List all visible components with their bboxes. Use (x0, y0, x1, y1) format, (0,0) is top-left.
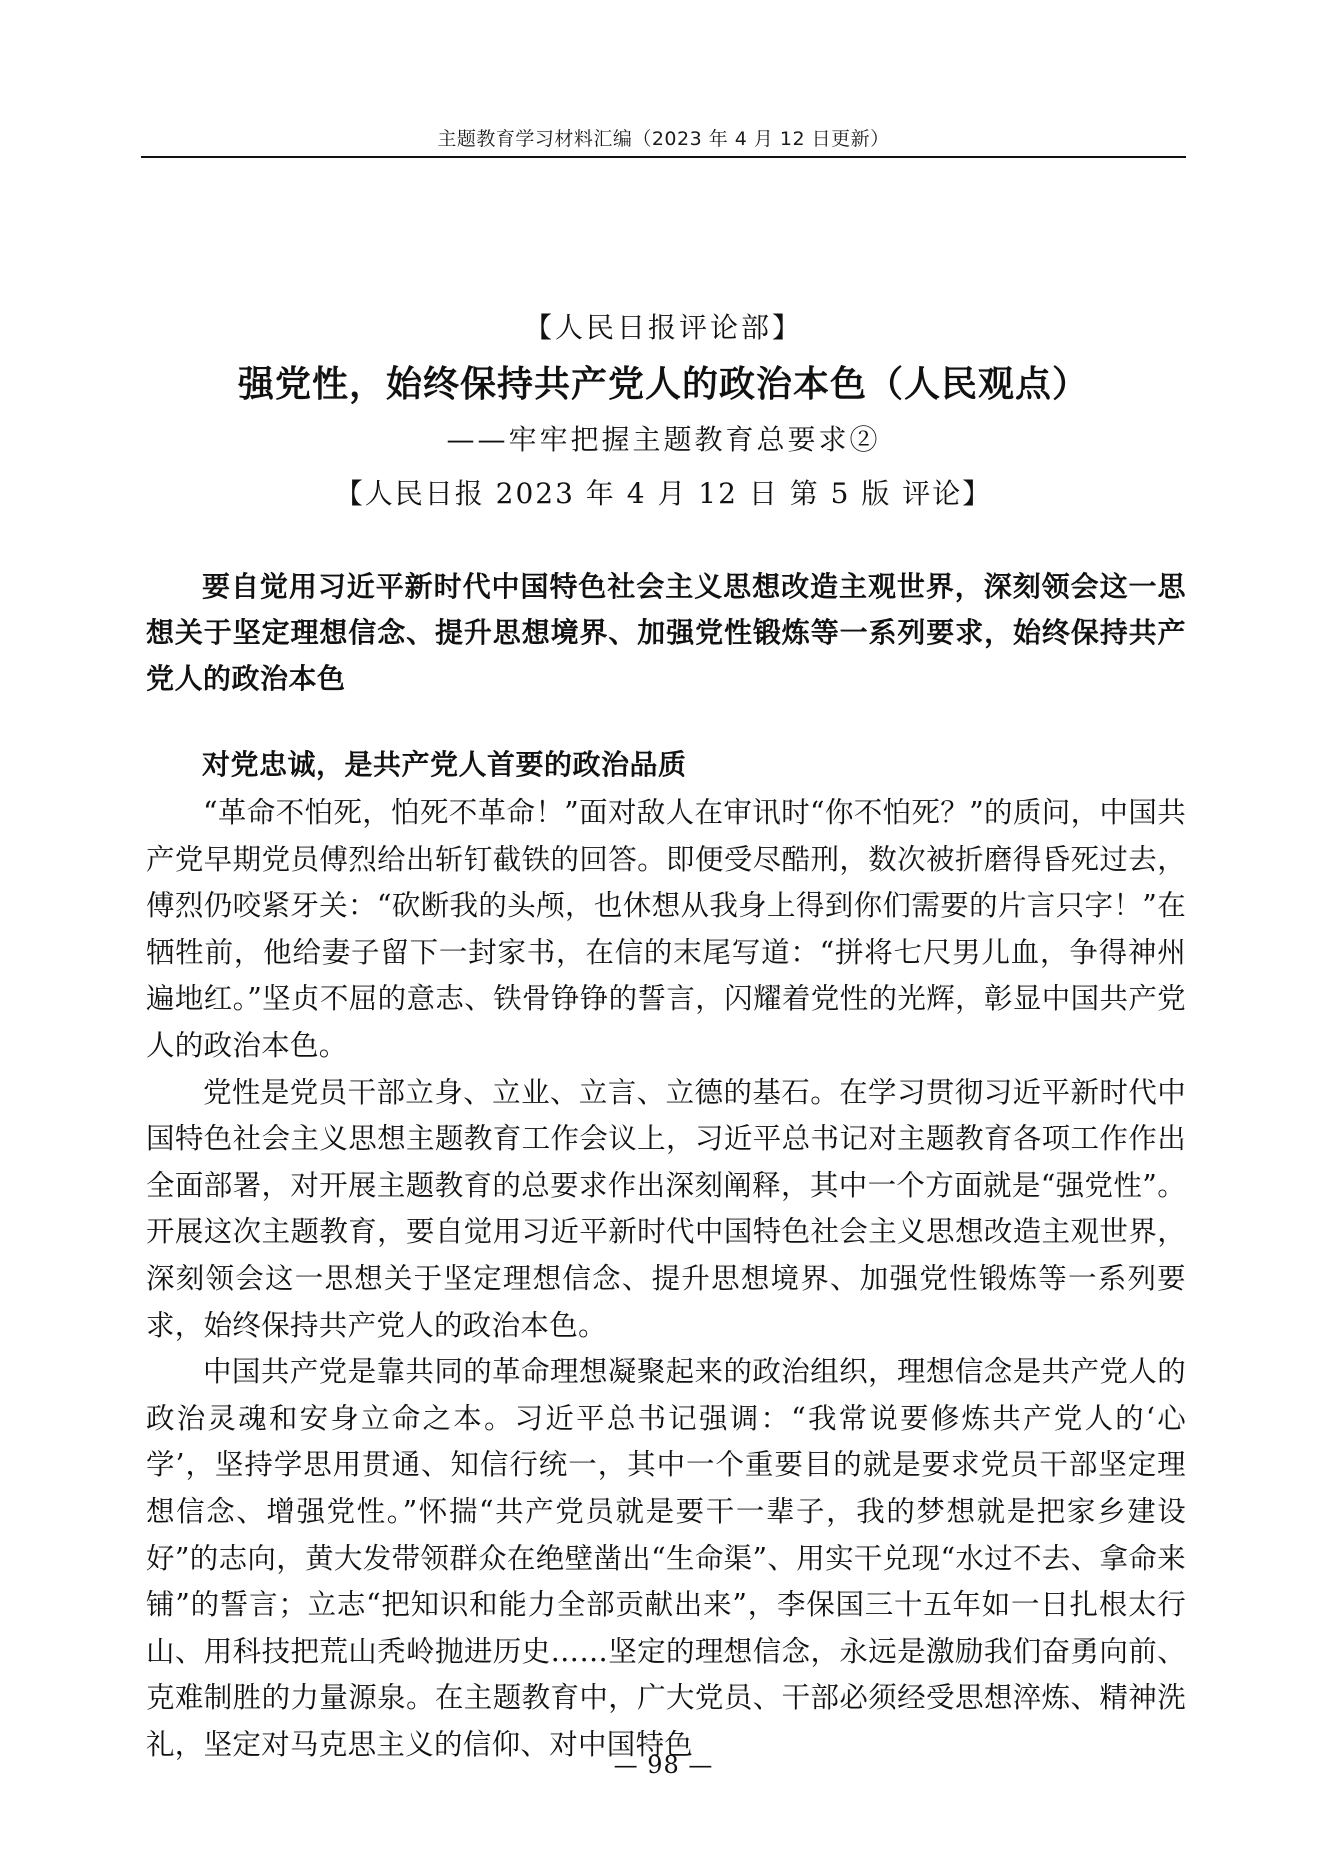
body-paragraph: 党性是党员干部立身、立业、立言、立德的基石。在学习贯彻习近平新时代中国特色社会主义思想主题教育工作会议上，习近平总书记对主题教育各项工作作出全面部署，对开展主题教育的总要求作出深刻阐释，其中一个方面就是“强党性”。开展这次主题教育，要自觉用习近平新时代中国特色社会主义思想改造主观世界，深刻领会这一思想关于坚定理想信念、提升思想境界、加强党性锻炼等一系列要求，始终保持共产党人的政治本色。 (146, 1075, 1186, 1342)
body-paragraph: 中国共产党是靠共同的革命理想凝聚起来的政治组织，理想信念是共产党人的政治灵魂和安身立命之本。习近平总书记强调：“我常说要修炼共产党人的‘心学’，坚持学思用贯通、知信行统一，其中一个重要目的就是要求党员干部坚定理想信念、增强党性。”怀揣“共产党员就是要干一辈子，我的梦想就是把家乡建设好”的志向，黄大发带领群众在绝壁凿出“生命渠”、用实干兑现“水过不去、拿命来铺”的誓言；立志“把知识和能力全部贡献出来”，李保国三十五年如一日扎根太行山、用科技把荒山秃岭抛进历史……坚定的理想信念，永远是激励我们奋勇向前、克难制胜的力量源泉。在主题教育中，广大党员、干部必须经受思想淬炼、精神洗礼，坚定对马克思主义的信仰、对中国特色 (146, 1355, 1186, 1761)
body-paragraph: “革命不怕死，怕死不革命！”面对敌人在审讯时“你不怕死？”的质问，中国共产党早期党员傅烈给出斩钉截铁的回答。即便受尽酷刑，数次被折磨得昏死过去，傅烈仍咬紧牙关：“砍断我的头颅，也休想从我身上得到你们需要的片言只字！”在牺牲前，他给妻子留下一封家书，在信的末尾写道：“拼将七尺男儿血，争得神州遍地红。”坚贞不屈的意志、铁骨铮铮的誓言，闪耀着党性的光辉，彰显中国共产党人的政治本色。 (146, 796, 1186, 1062)
header-rule (141, 156, 1186, 158)
article-source-tag: 【人民日报评论部】 (523, 311, 803, 344)
article-subtitle: ——牢牢把握主题教育总要求② (446, 423, 881, 456)
running-header: 主题教育学习材料汇编（2023 年 4 月 12 日更新） (437, 128, 890, 150)
publication-info: 【人民日报 2023 年 4 月 12 日 第 5 版 评论】 (334, 477, 993, 510)
article-title: 强党性，始终保持共产党人的政治本色（人民观点） (237, 364, 1089, 405)
article-body (146, 790, 1186, 1768)
article-lead: 要自觉用习近平新时代中国特色社会主义思想改造主观世界，深刻领会这一思想关于坚定理想信念、提升思想境界、加强党性锻炼等一系列要求，始终保持共产党人的政治本色 (146, 570, 1186, 695)
page-number: — 98 — (613, 1751, 714, 1779)
section-heading: 对党忠诚，是共产党人首要的政治品质 (202, 748, 687, 781)
